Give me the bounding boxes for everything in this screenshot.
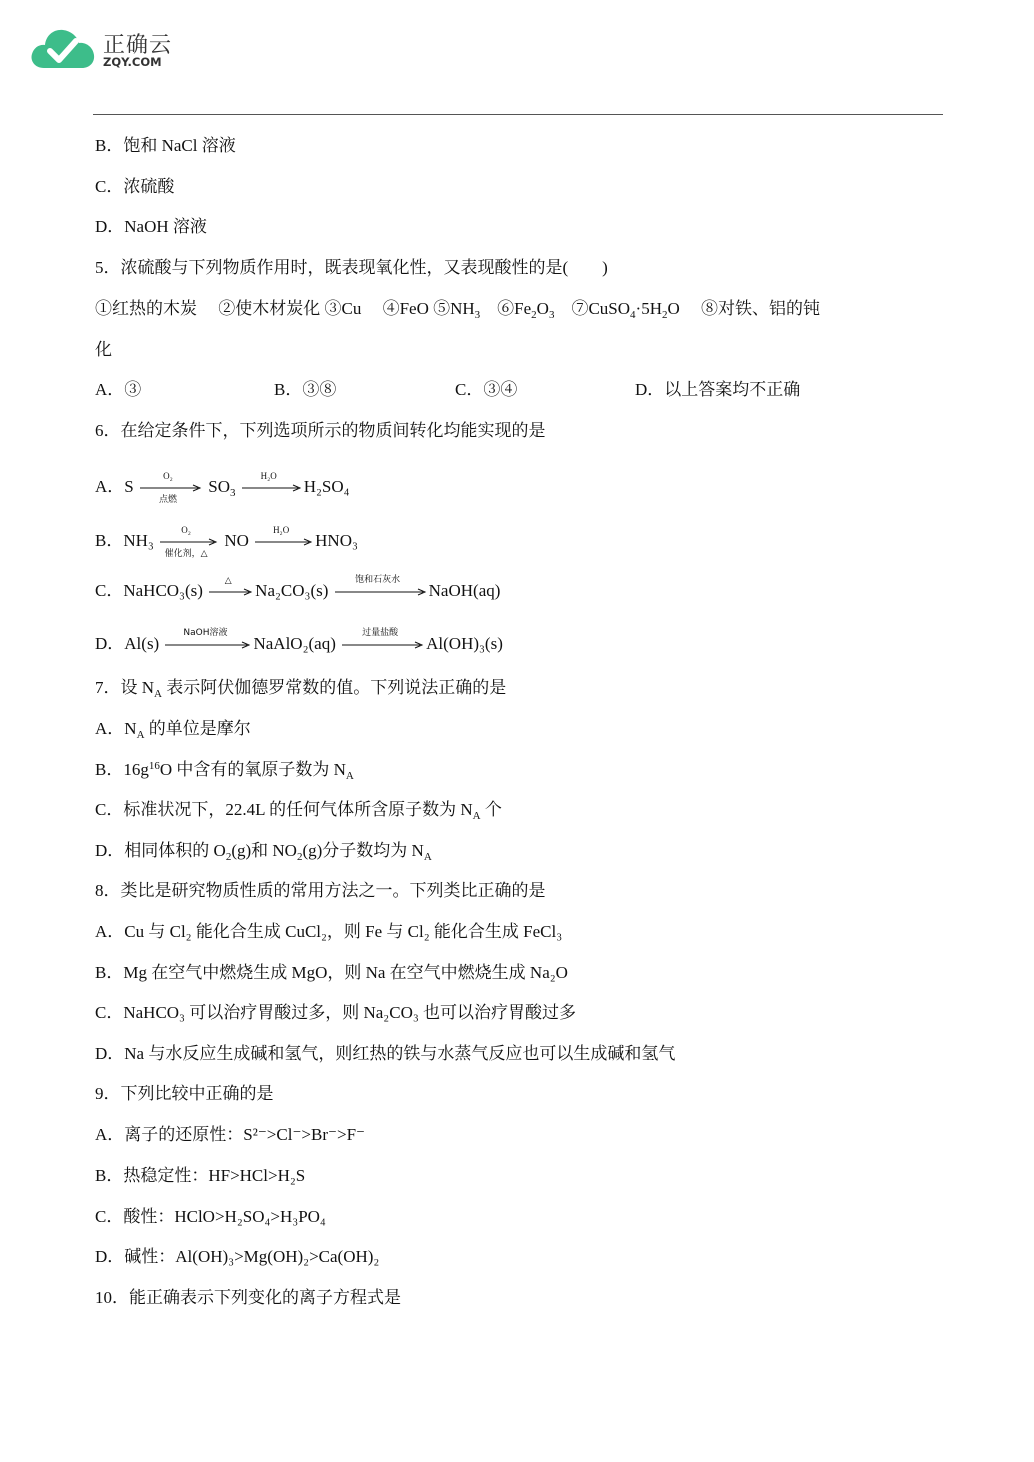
q7-option-c: C．标准状况下，22.4L 的任何气体所含原子数为 $N_A$ 个 xyxy=(95,800,502,822)
brand-name: 正确云 xyxy=(103,33,173,58)
reaction-arrow: O₂ 催化剂，△ xyxy=(160,538,218,546)
q6-option-c: C．NaHCO₃(s) △ Na₂CO₃(s) 饱和石灰水 NaOH(aq) xyxy=(95,575,501,600)
q5-option-a: A．③ xyxy=(95,380,142,399)
q8-option-a: A．Cu 与 Cl₂ 能化合生成 CuCl₂，则 Fe 与 Cl₂ 能化合生成 FeCl₃ xyxy=(95,922,563,941)
reaction-arrow: 饱和石灰水 xyxy=(335,588,427,596)
reaction-arrow: 过量盐酸 xyxy=(342,641,424,649)
brand-logo xyxy=(30,24,180,74)
brand-domain: ZQY.COM xyxy=(103,55,162,69)
q7-option-b: B．$16g^{16}O$ 中含有的氧原子数为 $N_A$ xyxy=(95,760,354,782)
q6-option-d: D．Al(s) NaOH溶液 NaAlO₂(aq) 过量盐酸 Al(OH)₃(s) xyxy=(95,628,503,653)
q5-option-b: B．③⑧ xyxy=(274,380,337,399)
cloud-check-icon xyxy=(30,24,100,74)
reaction-arrow: H₂O xyxy=(255,538,313,546)
q9-stem: 9．下列比较中正确的是 xyxy=(95,1084,274,1103)
q4-option-c: C．浓硫酸 xyxy=(95,177,175,196)
reaction-arrow: △ xyxy=(209,588,253,596)
q5-option-d: D．以上答案均不正确 xyxy=(635,380,801,399)
q5-items-continued: 化 xyxy=(95,340,112,359)
q5-items: ①红热的木炭 ②使木材炭化 ③Cu ④FeO $⑤NH_3$ $⑥Fe_2O_3$ $⑦CuSO_4\cdot 5H_2O$ ⑧对铁、铝的钝 xyxy=(95,299,821,321)
q5-option-c: C．③④ xyxy=(455,380,518,399)
q9-option-d: D．碱性：Al(OH)₃>Mg(OH)₂>Ca(OH)₂ xyxy=(95,1247,380,1266)
q7-option-a: A．$N_A$ 的单位是摩尔 xyxy=(95,719,251,741)
q9-option-b: B．热稳定性：HF>HCl>H₂S xyxy=(95,1166,306,1185)
q4-option-d: D．NaOH 溶液 xyxy=(95,217,207,236)
q7-option-d: D．相同体积的 $O_2(g)$和 $NO_2(g)$分子数均为 $N_A$ xyxy=(95,841,432,863)
q9-option-a: A．离子的还原性：S²⁻>Cl⁻>Br⁻>F⁻ xyxy=(95,1125,365,1144)
q7-stem: 7．设 $N_A$ 表示阿伏伽德罗常数的值。下列说法正确的是 xyxy=(95,678,507,700)
q8-option-c: C．NaHCO₃ 可以治疗胃酸过多，则 Na₂CO₃ 也可以治疗胃酸过多 xyxy=(95,1003,577,1022)
q5-stem: 5．浓硫酸与下列物质作用时，既表现氧化性，又表现酸性的是( ) xyxy=(95,258,608,277)
q10-stem: 10．能正确表示下列变化的离子方程式是 xyxy=(95,1288,401,1307)
reaction-arrow: H₂O xyxy=(242,484,302,492)
q8-option-b: B．Mg 在空气中燃烧生成 MgO，则 Na 在空气中燃烧生成 Na₂O xyxy=(95,963,568,982)
q6-option-a: A．S O₂ 点燃 $SO_3$ H₂O H₂SO₄ xyxy=(95,471,350,506)
q9-option-c: C．酸性：HClO>H₂SO₄>H₃PO₄ xyxy=(95,1207,326,1226)
reaction-arrow: NaOH溶液 xyxy=(165,641,251,649)
q4-option-b: B．饱和 NaCl 溶液 xyxy=(95,136,236,155)
q8-stem: 8．类比是研究物质性质的常用方法之一。下列类比正确的是 xyxy=(95,881,546,900)
header-divider xyxy=(93,114,943,115)
q6-stem: 6．在给定条件下，下列选项所示的物质间转化均能实现的是 xyxy=(95,421,546,440)
reaction-arrow: O₂ 点燃 xyxy=(140,484,202,492)
q8-option-d: D．Na 与水反应生成碱和氢气，则红热的铁与水蒸气反应也可以生成碱和氢气 xyxy=(95,1044,676,1063)
q6-option-b: B．NH₃ O₂ 催化剂，△ NO H₂O HNO₃ xyxy=(95,525,358,560)
